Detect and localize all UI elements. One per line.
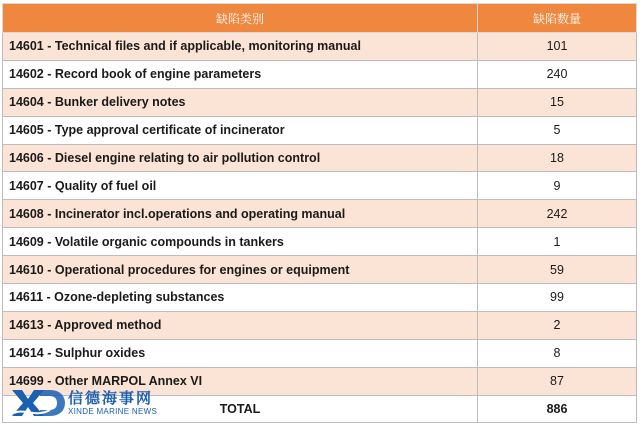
- total-count: 886: [478, 395, 637, 423]
- row-category: 14608 - Incinerator incl.operations and operating manual: [3, 200, 478, 228]
- row-category: 14606 - Diesel engine relating to air pollution control: [3, 144, 478, 172]
- row-category: 14601 - Technical files and if applicable, monitoring manual: [3, 33, 478, 61]
- header-count: 缺陷数量: [478, 4, 637, 33]
- row-category: 14605 - Type approval certificate of incinerator: [3, 116, 478, 144]
- table-row: [3, 256, 637, 284]
- table-header-row: [3, 4, 637, 33]
- row-count: 5: [478, 116, 637, 144]
- row-count: 240: [478, 60, 637, 88]
- row-count: 15: [478, 88, 637, 116]
- table-row: [3, 339, 637, 367]
- row-category: 14613 - Approved method: [3, 311, 478, 339]
- defect-table: [2, 3, 637, 423]
- row-category: 14610 - Operational procedures for engines or equipment: [3, 256, 478, 284]
- row-category: 14602 - Record book of engine parameters: [3, 60, 478, 88]
- table-row: [3, 228, 637, 256]
- row-category: 14611 - Ozone-depleting substances: [3, 284, 478, 312]
- row-count: 8: [478, 339, 637, 367]
- table-row: [3, 88, 637, 116]
- row-count: 18: [478, 144, 637, 172]
- table-row: [3, 116, 637, 144]
- table-row: [3, 144, 637, 172]
- table-row: [3, 311, 637, 339]
- row-category: 14607 - Quality of fuel oil: [3, 172, 478, 200]
- row-count: 9: [478, 172, 637, 200]
- row-category: 14609 - Volatile organic compounds in tankers: [3, 228, 478, 256]
- table-row: [3, 367, 637, 395]
- table-row: [3, 200, 637, 228]
- row-count: 101: [478, 33, 637, 61]
- row-category: 14604 - Bunker delivery notes: [3, 88, 478, 116]
- table-row: [3, 172, 637, 200]
- row-category: 14614 - Sulphur oxides: [3, 339, 478, 367]
- table-row: [3, 33, 637, 61]
- total-label: TOTAL: [3, 395, 478, 423]
- row-count: 242: [478, 200, 637, 228]
- watermark-chinese-text: 信德海事网: [68, 389, 154, 407]
- total-row: [3, 395, 637, 423]
- table-row: [3, 60, 637, 88]
- row-count: 59: [478, 256, 637, 284]
- watermark-english-text: XINDE MARINE NEWS: [68, 407, 158, 416]
- row-count: 2: [478, 311, 637, 339]
- header-category: 缺陷类别: [3, 4, 478, 33]
- row-category: 14699 - Other MARPOL Annex VI: [3, 367, 478, 395]
- row-count: 1: [478, 228, 637, 256]
- row-count: 99: [478, 284, 637, 312]
- row-count: 87: [478, 367, 637, 395]
- table-row: [3, 284, 637, 312]
- defect-table-container: [2, 3, 636, 423]
